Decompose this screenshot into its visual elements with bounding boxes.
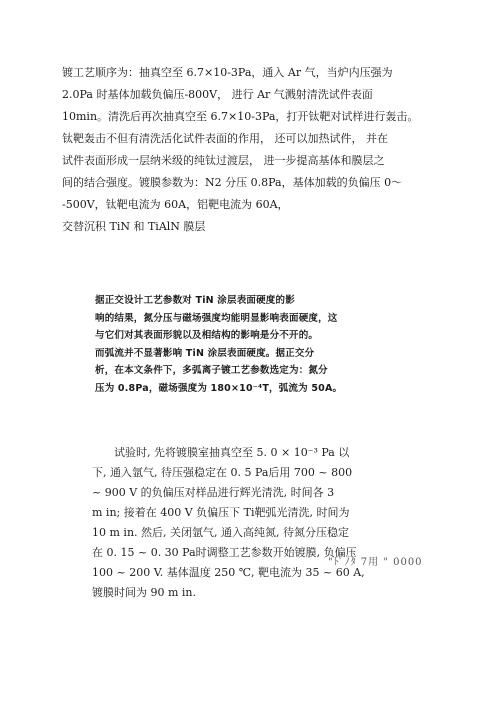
text-line: 在 0. 15 ~ 0. 30 Pa时调整工艺参数开始镀膜, 负偏压 <box>92 546 357 559</box>
orthogonal-result-excerpt <box>95 292 395 397</box>
text-line: 析，在本文条件下，多弧离子镀工艺参数选定为：氮分 <box>95 365 328 376</box>
experiment-paragraph <box>92 443 392 603</box>
cropped-text-fragment: "ﾄﾟﾉﾀ 7用 " 0000 <box>328 557 423 568</box>
text-line: 镀工艺顺序为：抽真空至 6.7×10-3Pa，通入 Ar 气，当炉内压强为 <box>62 66 393 79</box>
text-line: 100 ~ 200 V. 基体温度 250 ℃, 靶电流为 35 ~ 60 A, <box>92 566 365 579</box>
text-line: 响的结果，氮分压与磁场强度均能明显影响表面硬度，这 <box>95 312 338 324</box>
text-line: 与它们对其表面形貌以及相结构的影响是分不开的。 <box>95 330 319 341</box>
text-line: 试验时, 先将镀膜室抽真空至 5. 0 × 10⁻³ Pa 以 <box>114 446 350 459</box>
text-line: 10min。清洗后再次抽真空至 6.7×10-3Pa，打开钛靶对试样进行轰击。 <box>62 110 419 123</box>
text-line: 下, 通入氩气, 待压强稳定在 0. 5 Pa后用 700 ~ 800 <box>92 466 353 479</box>
text-line: 而弧流并不显著影响 TiN 涂层表面硬度。据正交分 <box>95 347 315 359</box>
text-line: 据正交设计工艺参数对 TiN 涂层表面硬度的影 <box>95 295 295 306</box>
text-line: 试件表面形成一层纳米级的纯钛过渡层， 进一步提高基体和膜层之 <box>62 154 385 167</box>
text-line: 交替沉积 TiN 和 TiAlN 膜层 <box>62 220 206 233</box>
text-line: 镀膜时间为 90 m in. <box>92 586 197 599</box>
text-line: 10 m in. 然后, 关闭氩气, 通入高纯氮, 待氮分压稳定 <box>92 526 349 539</box>
text-line: 压为 0.8Pa，磁场强度为 180×10⁻⁴T，弧流为 50A。 <box>95 382 343 394</box>
text-line: -500V，钛靶电流为 60A，铝靶电流为 60A， <box>62 198 289 211</box>
text-line: ~ 900 V 的负偏压对样品进行辉光清洗, 时间各 3 <box>92 486 335 499</box>
text-line: 钛靶轰击不但有清洗活化试件表面的作用， 还可以加热试件， 并在 <box>62 132 388 145</box>
process-paragraph <box>62 62 434 238</box>
text-line: 间的结合强度。镀膜参数为：N2 分压 0.8Pa，基体加载的负偏压 0～ <box>62 176 403 189</box>
text-line: 2.0Pa 时基体加载负偏压-800V， 进行 Ar 气溅射清洗试件表面 <box>62 88 373 101</box>
text-line: m in; 接着在 400 V 负偏压下 Ti靶弧光清洗, 时间为 <box>92 506 350 519</box>
